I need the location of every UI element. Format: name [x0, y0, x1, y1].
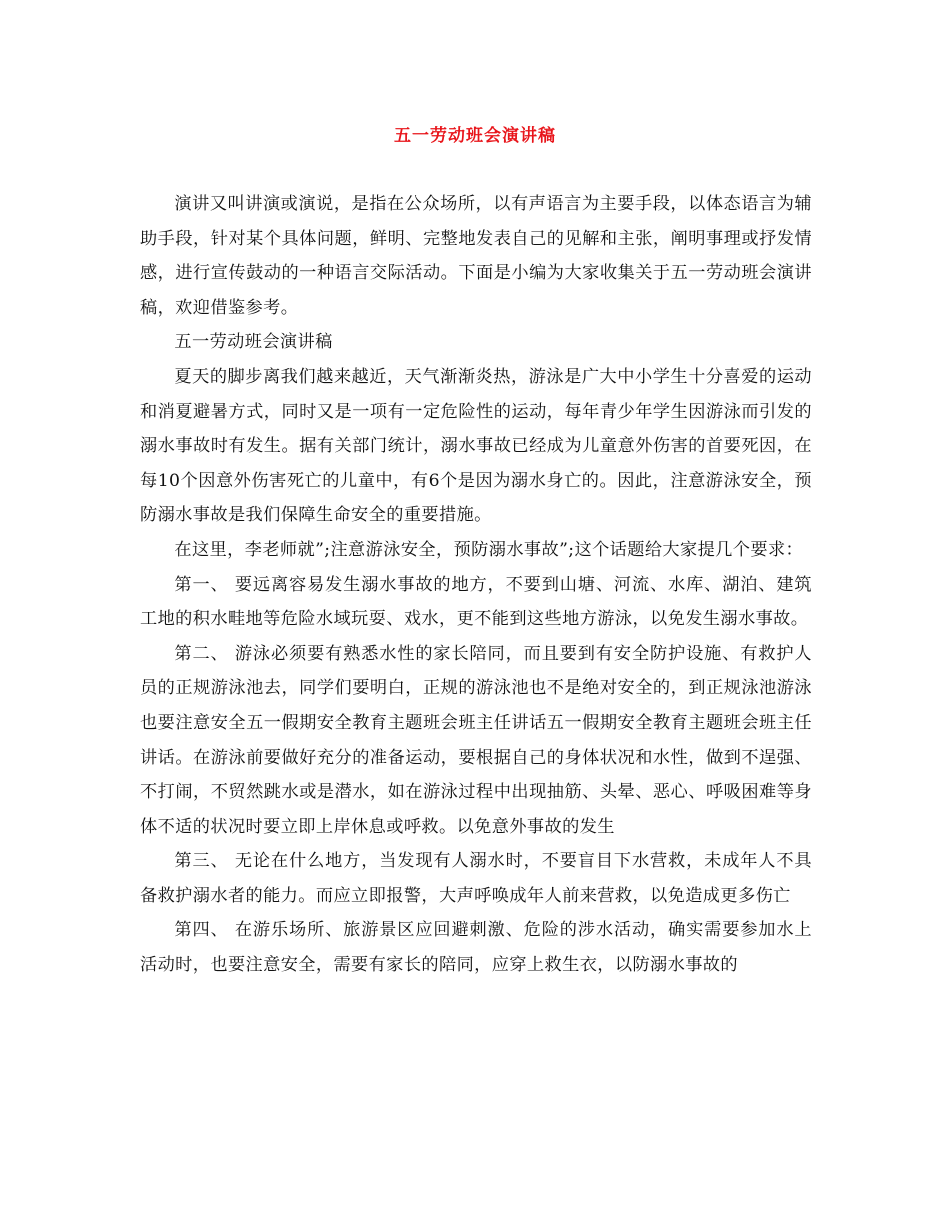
- paragraph-second: 第二、 游泳必须要有熟悉水性的家长陪同，而且要到有安全防护设施、有救护人员的正规游泳池去，同学们要明白，正规的游泳池也不是绝对安全的，到正规泳池游泳也要注意安全五一假期安全教育主题班会班主任讲话五一假期安全教育主题班会班主任讲话。在游泳前要做好充分的准备运动，要根据自己的身体状况和水性，做到不逞强、不打闹，不贸然跳水或是潜水，如在游泳过程中出现抽筋、头晕、恶心、呼吸困难等身体不适的状况时要立即上岸休息或呼救。以免意外事故的发生: [140, 643, 812, 837]
- paragraph-fourth: 第四、 在游乐场所、旅游景区应回避刺激、危险的涉水活动，确实需要参加水上活动时，也要注意安全，需要有家长的陪同，应穿上救生衣，以防溺水事故的: [140, 920, 812, 976]
- paragraph-first: 第一、 要远离容易发生溺水事故的地方，不要到山塘、河流、水库、湖泊、建筑工地的积水畦地等危险水域玩耍、戏水，更不能到这些地方游泳，以免发生溺水事故。: [140, 574, 812, 630]
- paragraph-subtitle: 五一劳动班会演讲稿: [174, 332, 333, 353]
- paragraph-intro: 演讲又叫讲演或演说，是指在公众场所，以有声语言为主要手段，以体态语言为辅助手段，针对某个具体问题，鲜明、完整地发表自己的见解和主张，阐明事理或抒发情感，进行宣传鼓动的一种语言交际活动。下面是小编为大家收集关于五一劳动班会演讲稿，欢迎借鉴参考。: [140, 194, 812, 318]
- paragraph-summer: 夏天的脚步离我们越来越近，天气渐渐炎热，游泳是广大中小学生十分喜爱的运动和消夏避暑方式，同时又是一项有一定危险性的运动，每年青少年学生因游泳而引发的溺水事故时有发生。据有关部门统计，溺水事故已经成为儿童意外伤害的首要死因，在每10个因意外伤害死亡的儿童中，有6个是因为溺水身亡的。因此，注意游泳安全，预防溺水事故是我们保障生命安全的重要措施。: [140, 366, 812, 526]
- paragraph-requirements: 在这里，李老师就”;注意游泳安全，预防溺水事故”;这个话题给大家提几个要求：: [174, 539, 804, 560]
- document-body: [140, 187, 812, 983]
- document-title: 五一劳动班会演讲稿: [394, 126, 556, 146]
- paragraph-third: 第三、 无论在什么地方，当发现有人溺水时，不要盲目下水营救，未成年人不具备救护溺水者的能力。而应立即报警，大声呼唤成年人前来营救，以免造成更多伤亡: [140, 851, 812, 906]
